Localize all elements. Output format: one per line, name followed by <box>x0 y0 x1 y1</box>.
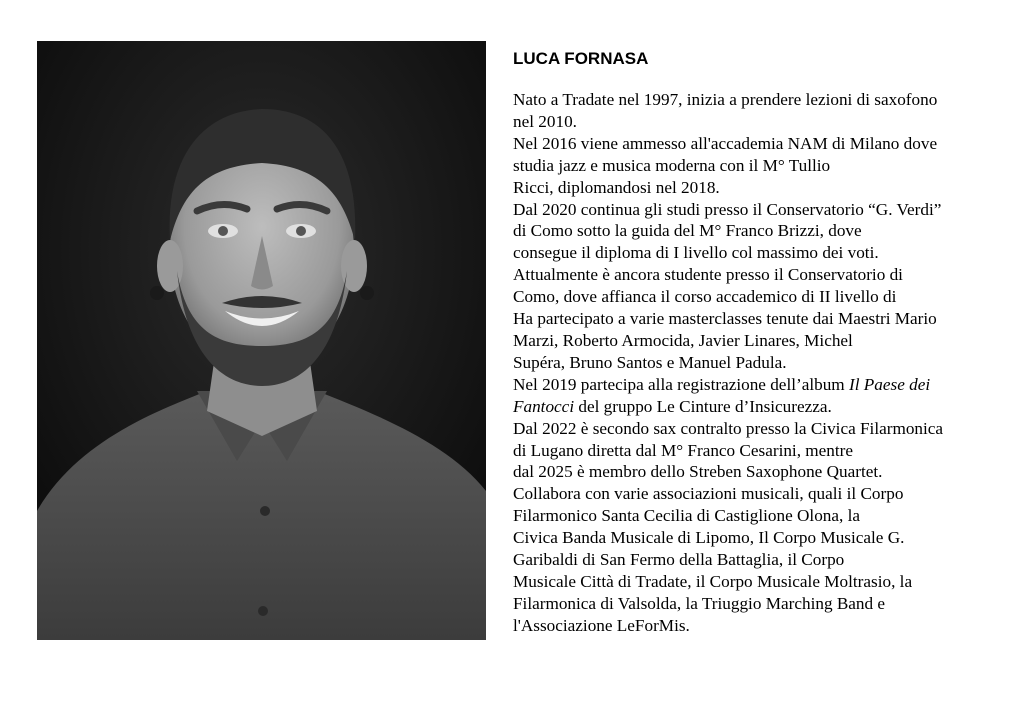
bio-line: dal 2025 è membro dello Streben Saxophone Quartet. <box>513 462 883 482</box>
album-title-part: Il Paese dei <box>848 374 931 394</box>
bio-line: Collabora con varie associazioni musicali, quali il Corpo <box>513 484 904 504</box>
bio-line: consegue il diploma di I livello col massimo dei voti. <box>513 243 879 263</box>
bio-line: Dal 2022 è secondo sax contralto presso la Civica Filarmonica <box>513 418 944 438</box>
bio-line: Civica Banda Musicale di Lipomo, Il Corpo Musicale G. <box>513 528 905 548</box>
bio-line: Filarmonica di Valsolda, la Triuggio Marching Band e <box>513 593 886 613</box>
bio-line: studia jazz e musica moderna con il M° Tullio <box>513 155 831 175</box>
biography <box>513 46 1008 637</box>
bio-line <box>513 374 1008 396</box>
bio-line: Supéra, Bruno Santos e Manuel Padula. <box>513 352 787 372</box>
bio-line-end: del gruppo Le Cinture d’Insicurezza. <box>574 396 832 416</box>
album-title-part: Fantocci <box>513 396 575 416</box>
bio-line: Nel 2016 viene ammesso all'accademia NAM di Milano dove <box>513 133 938 153</box>
bio-line: Dal 2020 continua gli studi presso il Conservatorio “G. Verdi” <box>513 199 942 219</box>
bio-line <box>513 396 1008 418</box>
bio-line: Como, dove affianca il corso accademico di II livello di <box>513 287 897 307</box>
bio-line-start: Nel 2019 partecipa alla registrazione dell’album <box>513 374 849 394</box>
bio-line: Attualmente è ancora studente presso il Conservatorio di <box>513 265 903 285</box>
bio-line: Filarmonico Santa Cecilia di Castiglione Olona, la <box>513 506 861 526</box>
bio-line: Garibaldi di San Fermo della Battaglia, il Corpo <box>513 550 845 570</box>
bio-line: l'Associazione LeForMis. <box>513 615 690 635</box>
bio-line: di Como sotto la guida del M° Franco Brizzi, dove <box>513 221 862 241</box>
person-name: LUCA FORNASA <box>513 49 649 68</box>
bio-text <box>513 89 1008 637</box>
bio-line: Ha partecipato a varie masterclasses tenute dai Maestri Mario <box>513 309 937 329</box>
bio-line: di Lugano diretta dal M° Franco Cesarini, mentre <box>513 440 854 460</box>
bio-line: Marzi, Roberto Armocida, Javier Linares, Michel <box>513 330 853 350</box>
bio-line: Musicale Città di Tradate, il Corpo Musicale Moltrasio, la <box>513 571 913 591</box>
portrait-photo <box>37 41 486 640</box>
bio-line: Ricci, diplomandosi nel 2018. <box>513 177 720 197</box>
portrait-illustration <box>37 41 486 640</box>
bio-line: Nato a Tradate nel 1997, inizia a prendere lezioni di saxofono <box>513 90 938 109</box>
bio-line: nel 2010. <box>513 111 577 131</box>
